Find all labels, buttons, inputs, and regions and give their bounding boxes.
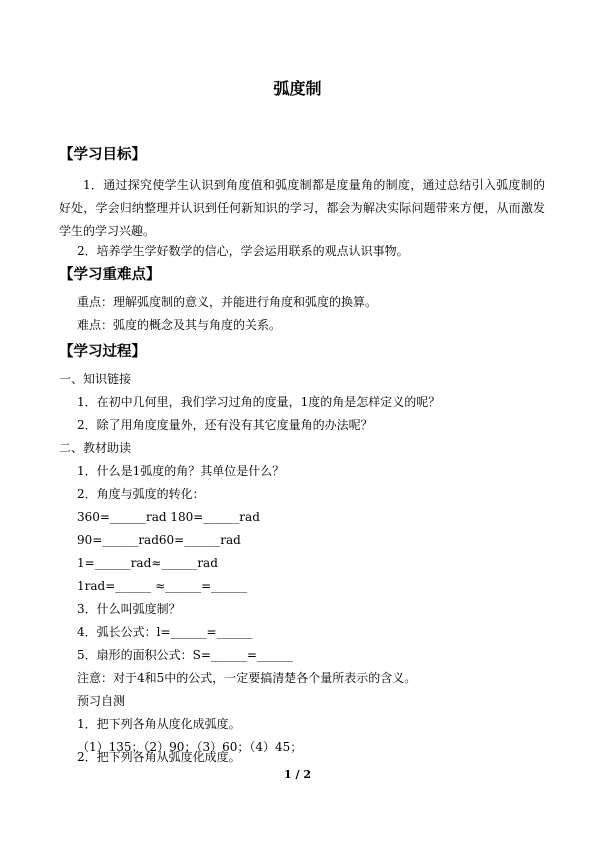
part2-question-1: 1．什么是1弧度的角？其单位是什么？ bbox=[77, 464, 285, 478]
part2-question-4: 4．弧长公式：l=______=______ bbox=[77, 625, 253, 639]
self-test-question-1: 1．把下列各角从度化成弧度。 bbox=[77, 717, 241, 731]
key-point-focus: 重点：理解弧度制的意义，并能进行角度和弧度的换算。 bbox=[77, 295, 378, 309]
conversion-line-2: 90=______rad60=______rad bbox=[77, 533, 241, 547]
self-test-title: 预习自测 bbox=[77, 694, 126, 708]
self-test-question-1-items: （1）135；（2）90；（3）60；（4）45； bbox=[77, 740, 303, 754]
section-header-key-points: 【学习重难点】 bbox=[59, 267, 161, 283]
part2-question-3: 3．什么叫弧度制？ bbox=[77, 602, 181, 616]
part2-title: 二、教材助读 bbox=[59, 441, 132, 455]
page-number: 1 / 2 bbox=[284, 768, 311, 781]
part2-question-2: 2．角度与弧度的转化： bbox=[77, 487, 205, 501]
section-header-process: 【学习过程】 bbox=[59, 344, 146, 360]
conversion-line-1: 360=______rad 180=______rad bbox=[77, 510, 260, 524]
goal-item-2: 2．培养学生学好数学的信心，学会运用联系的观点认识事物。 bbox=[77, 244, 409, 258]
note-text: 注意：对于4和5中的公式，一定要搞清楚各个量所表示的含义。 bbox=[77, 671, 417, 685]
part1-question-1: 1．在初中几何里，我们学习过角的度量，1度的角是怎样定义的呢？ bbox=[77, 395, 441, 409]
goal-item-1: 1．通过探究使学生认识到角度值和弧度制都是度量角的制度，通过总结引入弧度制的好处，学会归纳整理并认识到任何新知识的学习，都会为解决实际问题带来方便，从而激发学生的学习兴趣。 bbox=[59, 178, 545, 238]
conversion-line-3: 1=______rad≈______rad bbox=[77, 556, 218, 570]
part1-title: 一、知识链接 bbox=[59, 372, 132, 386]
page-title: 弧度制 bbox=[273, 79, 322, 98]
section-header-goals: 【学习目标】 bbox=[59, 147, 146, 163]
part2-question-5: 5．扇形的面积公式：S=______=______ bbox=[77, 648, 293, 662]
conversion-line-4: 1rad=______ ≈______=______ bbox=[77, 579, 248, 593]
key-point-difficulty: 难点：弧度的概念及其与角度的关系。 bbox=[77, 318, 282, 332]
self-test-question-2: 2．把下列各角从弧度化成度。 bbox=[77, 750, 241, 764]
part1-question-2: 2．除了用角度度量外，还有没有其它度量角的办法呢？ bbox=[77, 418, 373, 432]
